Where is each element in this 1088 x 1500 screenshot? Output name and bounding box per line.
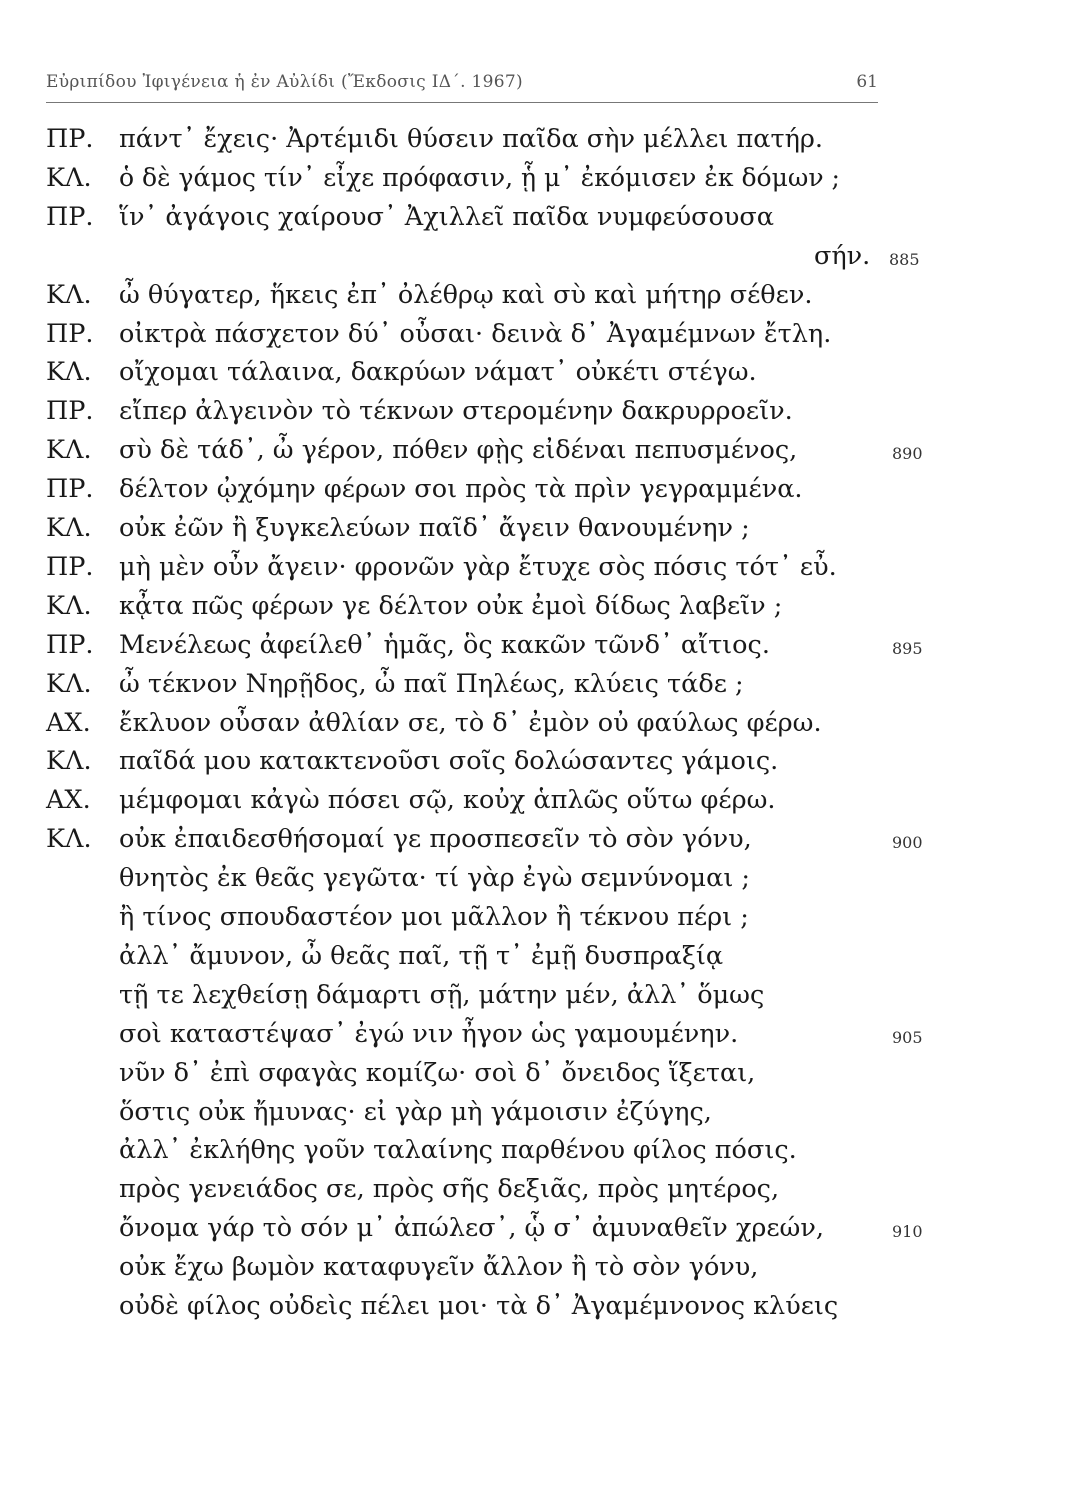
verse-line <box>46 625 1046 665</box>
verse-line <box>46 936 1046 976</box>
verse-line <box>46 352 1046 392</box>
verse-line <box>46 703 1046 743</box>
verse-line <box>46 508 1046 548</box>
speaker-label: ΚΛ. <box>46 357 92 388</box>
verse-text-line: ὁ δὲ γάμος τίν᾽ εἶχε πρόφασιν, ᾗ μ᾽ ἐκόμισεν ἐκ δόμων ; <box>119 162 840 193</box>
verse-line <box>46 391 1046 431</box>
verse-text-line: ἵν᾽ ἀγάγοις χαίρουσ᾽ Ἀχιλλεῖ παῖδα νυμφεύσουσα <box>119 201 774 232</box>
verse-text-line: εἴπερ ἀλγεινὸν τὸ τέκνων στερομένην δακρυρροεῖν. <box>119 396 793 427</box>
verse-line <box>46 780 1046 820</box>
verse-line <box>46 975 1046 1015</box>
verse-line <box>46 1130 1046 1170</box>
speaker-label: ΠΡ. <box>46 551 94 582</box>
speaker-label: ΚΛ. <box>46 279 92 310</box>
verse-text-line: οὐδὲ φίλος οὐδεὶς πέλει μοι· τὰ δ᾽ Ἀγαμέμνονος κλύεις <box>119 1291 839 1321</box>
verse-text-line: οἴχομαι τάλαινα, δακρύων νάματ᾽ οὐκέτι στέγω. <box>119 357 757 388</box>
speaker-label: ΚΛ. <box>46 746 92 777</box>
speaker-label: ΠΡ. <box>46 629 94 660</box>
verse-text-line: οὐκ ἔχω βωμὸν καταφυγεῖν ἄλλον ἢ τὸ σὸν γόνυ, <box>119 1252 759 1283</box>
verse-text-line: σοὶ καταστέψασ᾽ ἐγώ νιν ἦγον ὡς γαμουμένην. <box>119 1018 739 1049</box>
verse-text-line: ἢ τίνος σπουδαστέον μοι μᾶλλον ἢ τέκνου πέρι ; <box>119 902 749 932</box>
speaker-label: ΠΡ. <box>46 396 94 427</box>
verse-line <box>46 547 1046 587</box>
verse-line <box>46 1208 1046 1248</box>
verse-text-line: ὦ θύγατερ, ἥκεις ἐπ᾽ ὀλέθρῳ καὶ σὺ καὶ μήτηρ σέθεν. <box>119 279 813 310</box>
line-number: 895 <box>892 638 923 658</box>
speaker-label: ΠΡ. <box>46 318 94 349</box>
verse-line <box>46 1092 1046 1132</box>
verse-text-line: μὴ μὲν οὖν ἄγειν· φρονῶν γὰρ ἔτυχε σὸς πόσις τότ᾽ εὖ. <box>119 551 837 582</box>
verse-line <box>46 586 1046 626</box>
verse-text-line: ἀλλ᾽ ἐκλήθης γοῦν ταλαίνης παρθένου φίλος πόσις. <box>119 1135 797 1166</box>
speaker-label: ΑΧ. <box>46 785 91 816</box>
speaker-label: ΚΛ. <box>46 162 92 193</box>
verse-line <box>46 197 1046 237</box>
verse-text-line: ὦ τέκνον Νηρῇδος, ὦ παῖ Πηλέως, κλύεις τάδε ; <box>119 668 744 699</box>
verse-text-line: ὅστις οὐκ ἤμυνας· εἰ γὰρ μὴ γάμοισιν ἐζύγης, <box>119 1096 712 1127</box>
verse-line <box>46 858 1046 898</box>
speaker-label: ΚΛ. <box>46 668 92 699</box>
verse-text-line: πρὸς γενειάδος σε, πρὸς σῆς δεξιᾶς, πρὸς μητέρος, <box>119 1174 780 1205</box>
line-number: 905 <box>892 1027 923 1047</box>
verse-text-line: οὐκ ἐπαιδεσθήσομαί γε προσπεσεῖν τὸ σὸν γόνυ, <box>119 824 752 855</box>
verse-line <box>46 819 1046 859</box>
verse-text-line: σήν. <box>814 240 871 271</box>
verse-text-line: ἀλλ᾽ ἄμυνον, ὦ θεᾶς παῖ, τῇ τ᾽ ἐμῇ δυσπραξίᾳ <box>119 940 724 971</box>
verse-text-line: οὐκ ἐῶν ἢ ξυγκελεύων παῖδ᾽ ἄγειν θανουμένην ; <box>119 513 750 543</box>
speaker-label: ΠΡ. <box>46 124 94 154</box>
speaker-label: ΚΛ. <box>46 590 92 621</box>
verse-text-line: παῖδά μου κατακτενοῦσι σοῖς δολώσαντες γάμοις. <box>119 746 779 777</box>
verse-text-line: Μενέλεως ἀφείλεθ᾽ ἡμᾶς, ὃς κακῶν τῶνδ᾽ αἴτιος. <box>119 629 770 660</box>
verse-text-line: πάντ᾽ ἔχεις· Ἀρτέμιδι θύσειν παῖδα σὴν μέλλει πατήρ. <box>119 124 823 154</box>
verse-line <box>46 664 1046 704</box>
verse-line <box>46 1247 1046 1287</box>
verse-text-line: νῦν δ᾽ ἐπὶ σφαγὰς κομίζω· σοὶ δ᾽ ὄνειδος ἵξεται, <box>119 1057 756 1088</box>
verse-text-line: τῇ τε λεχθείσῃ δάμαρτι σῇ, μάτην μέν, ἀλλ᾽ ὅμως <box>119 979 765 1010</box>
line-number: 885 <box>889 249 920 269</box>
verse-line <box>46 275 1046 315</box>
verse-line <box>46 741 1046 781</box>
verse-line <box>46 158 1046 198</box>
verse-line <box>46 430 1046 470</box>
page-number: 61 <box>856 72 878 92</box>
speaker-label: ΚΛ. <box>46 824 92 855</box>
verse-line <box>46 1286 1046 1326</box>
verse-text-line: κᾆτα πῶς φέρων γε δέλτον οὐκ ἐμοὶ δίδως λαβεῖν ; <box>119 590 783 621</box>
verse-line <box>46 1014 1046 1054</box>
verse-line <box>46 469 1046 509</box>
verse-line <box>46 236 1046 276</box>
speaker-label: ΚΛ. <box>46 513 92 543</box>
verse-text-line: οἰκτρὰ πάσχετον δύ᾽ οὖσαι· δεινὰ δ᾽ Ἀγαμέμνων ἔτλη. <box>119 318 832 349</box>
verse-line <box>46 314 1046 354</box>
verse-text-line: ἔκλυον οὖσαν ἀθλίαν σε, τὸ δ᾽ ἐμὸν οὐ φαύλως φέρω. <box>119 707 822 738</box>
verse-line <box>46 119 1046 159</box>
verse-text-line: ὄνομα γάρ τὸ σόν μ᾽ ἀπώλεσ᾽, ᾧ σ᾽ ἀμυναθεῖν χρεών, <box>119 1213 824 1244</box>
speaker-label: ΠΡ. <box>46 201 94 232</box>
running-title: Εὐριπίδου Ἰφιγένεια ἡ ἐν Αὐλίδι (Ἔκδοσις ΙΔ΄. 1967) <box>46 72 523 92</box>
line-number: 890 <box>892 444 923 464</box>
line-number: 900 <box>892 833 923 853</box>
verse-text-line: δέλτον ᾠχόμην φέρων σοι πρὸς τὰ πρὶν γεγραμμένα. <box>119 474 803 505</box>
verse-text-line: σὺ δὲ τάδ᾽, ὦ γέρον, πόθεν φῂς εἰδέναι πεπυσμένος, <box>119 435 798 466</box>
verse-line <box>46 1169 1046 1209</box>
line-number: 910 <box>892 1222 923 1242</box>
verse-line <box>46 1053 1046 1093</box>
verse-line <box>46 897 1046 937</box>
verse-text-line: θνητὸς ἐκ θεᾶς γεγῶτα· τί γὰρ ἐγὼ σεμνύνομαι ; <box>119 863 751 894</box>
header-rule <box>46 102 878 103</box>
speaker-label: ΚΛ. <box>46 435 92 466</box>
speaker-label: ΑΧ. <box>46 707 91 738</box>
speaker-label: ΠΡ. <box>46 474 94 505</box>
verse-text-line: μέμφομαι κἀγὼ πόσει σῷ, κοὐχ ἁπλῶς οὕτω φέρω. <box>119 785 776 816</box>
